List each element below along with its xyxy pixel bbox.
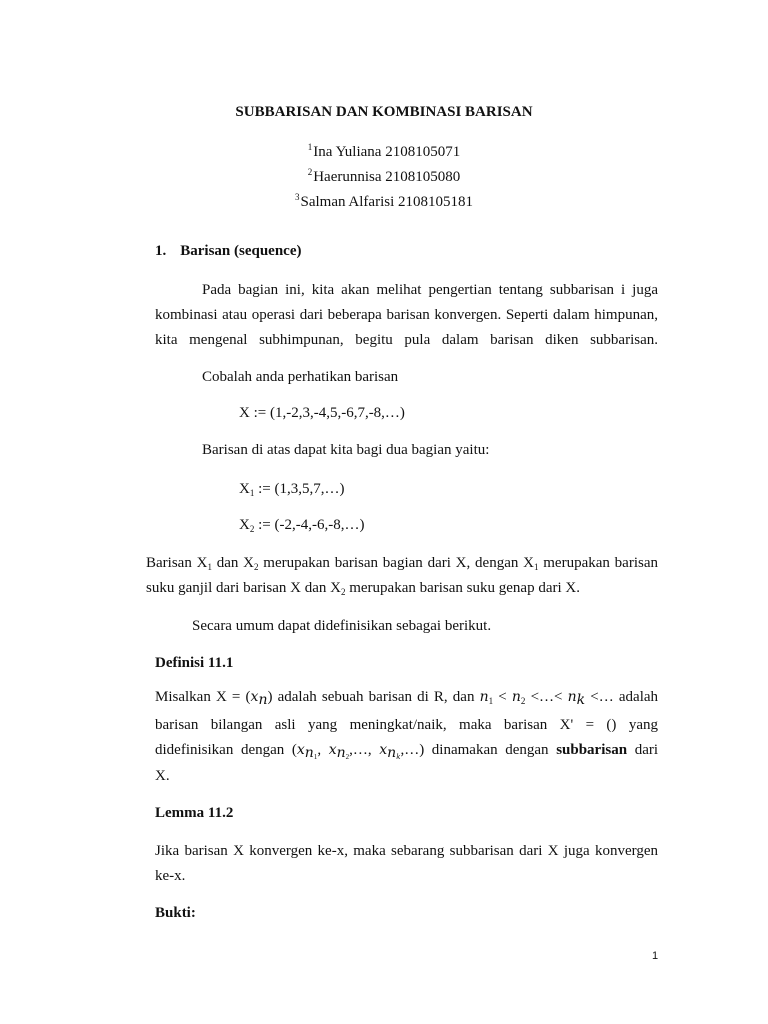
def1-c: <…< [530,689,563,705]
def1-lt: < [498,689,507,705]
x1-sub: 1 [249,488,255,498]
para2-l2-sub: 2 [340,587,346,597]
x2-main: X [239,517,250,533]
author-2-text: Haerunnisa 2108105080 [313,169,461,185]
def1-n2: n [511,689,521,705]
def3-comma: , [317,742,322,758]
author-1-text: Ina Yuliana 2108105071 [313,144,461,160]
def3-end: ,…) dinamakan dengan [400,742,549,758]
def1-nk: n [567,689,577,705]
para2-line1 [146,554,658,573]
def1-xn: x [250,689,259,705]
equation-x1 [239,480,344,499]
equation-x2 [239,516,364,535]
x2-sub: 2 [249,524,255,534]
author-2 [0,167,768,186]
definisi-line3 [155,741,658,762]
para2-l1-c: merupakan barisan bagian dari X, dengan X [258,555,534,571]
definisi-line4: X. [155,768,170,784]
def1-a: Misalkan X = ( [155,689,251,705]
def3-x1: x [296,742,305,758]
def1-d: <… adalah [590,689,659,705]
bukti-heading: Bukti: [155,905,196,921]
para2-l1-sub1: 1 [207,562,212,572]
lemma-line2: ke-x. [155,868,186,884]
para1-line3-text [155,331,658,349]
para2-l1-a: Barisan X [146,555,208,571]
x1-rest: := (1,3,5,7,…) [254,481,345,497]
def3-bold: subbarisan [556,742,628,758]
paper-title: SUBBARISAN DAN KOMBINASI BARISAN [235,104,533,120]
author-2-sup: 2 [307,167,313,177]
def1-xn-sub: n [258,692,268,708]
line-umum: Secara umum dapat didefinisikan sebagai berikut. [192,618,492,634]
para2-line2 [146,579,580,598]
line-bagi: Barisan di atas dapat kita bagi dua bagian yaitu: [202,442,490,458]
def3-x3: x [379,742,388,758]
author-1-sup: 1 [307,142,313,152]
def3-s1b: 1 [313,753,318,761]
definisi-line2: barisan bilangan asli yang meningkat/naik, maka barisan X' = () yang [155,717,658,733]
def1-b: ) adalah sebuah barisan di R, dan [267,689,475,705]
line-cobalah: Cobalah anda perhatikan barisan [202,369,399,385]
para2-l2-a: suku ganjil dari barisan X dan X [146,580,341,596]
para2-l1-d: merupakan barisan [538,555,658,571]
def3-s2b: 2 [345,753,350,761]
def1-n1-sub: 1 [488,696,494,706]
author-1 [0,142,768,161]
def1-n2-sub: 2 [520,696,526,706]
definisi-line1 [155,688,658,709]
author-3-sup: 3 [295,192,300,202]
def3-s1: n [304,745,314,761]
author-3-text: Salman Alfarisi 2108105181 [300,194,473,210]
para2-l1-b: dan X [211,555,254,571]
definisi-heading: Definisi 11.1 [155,655,234,671]
def1-n1: n [479,689,489,705]
def3-x2: x [328,742,337,758]
section-1-title: Barisan (sequence) [180,243,302,259]
para2-l1-sub3: 1 [533,562,539,572]
page-number: 1 [652,950,659,962]
lemma-heading: Lemma 11.2 [155,805,234,821]
para1-line3: kita mengenal subhimpunan, begitu pula dalam barisan diken subbarisan. [155,332,658,348]
equation-x: X := (1,-2,3,-4,5,-6,7,-8,…) [239,405,405,421]
def1-nk-sub: k [576,692,586,708]
x1-main: X [239,481,250,497]
x2-rest: := (-2,-4,-6,-8,…) [254,517,365,533]
def3-s2: n [336,745,346,761]
lemma-line1: Jika barisan X konvergen ke-x, maka sebarang subbarisan dari X juga konvergen [155,843,658,859]
para2-l2-b: merupakan barisan suku genap dari X. [345,580,580,596]
para2-l1-sub2: 2 [254,562,259,572]
para1-line2: kombinasi atau operasi dari beberapa barisan konvergen. Seperti dalam himpunan, [155,307,658,323]
def3-mid: ,…, [349,742,372,758]
def3-skb: k [396,753,401,761]
def3-sk: n [387,745,397,761]
section-1-number: 1. [155,243,167,259]
author-3 [0,192,768,211]
para1-line1: Pada bagian ini, kita akan melihat pengertian tentang subbarisan i juga [202,282,658,298]
section-1-heading [155,242,302,260]
def3-tail: dari [634,742,659,758]
def3-a: didefinisikan dengan ( [155,742,297,758]
